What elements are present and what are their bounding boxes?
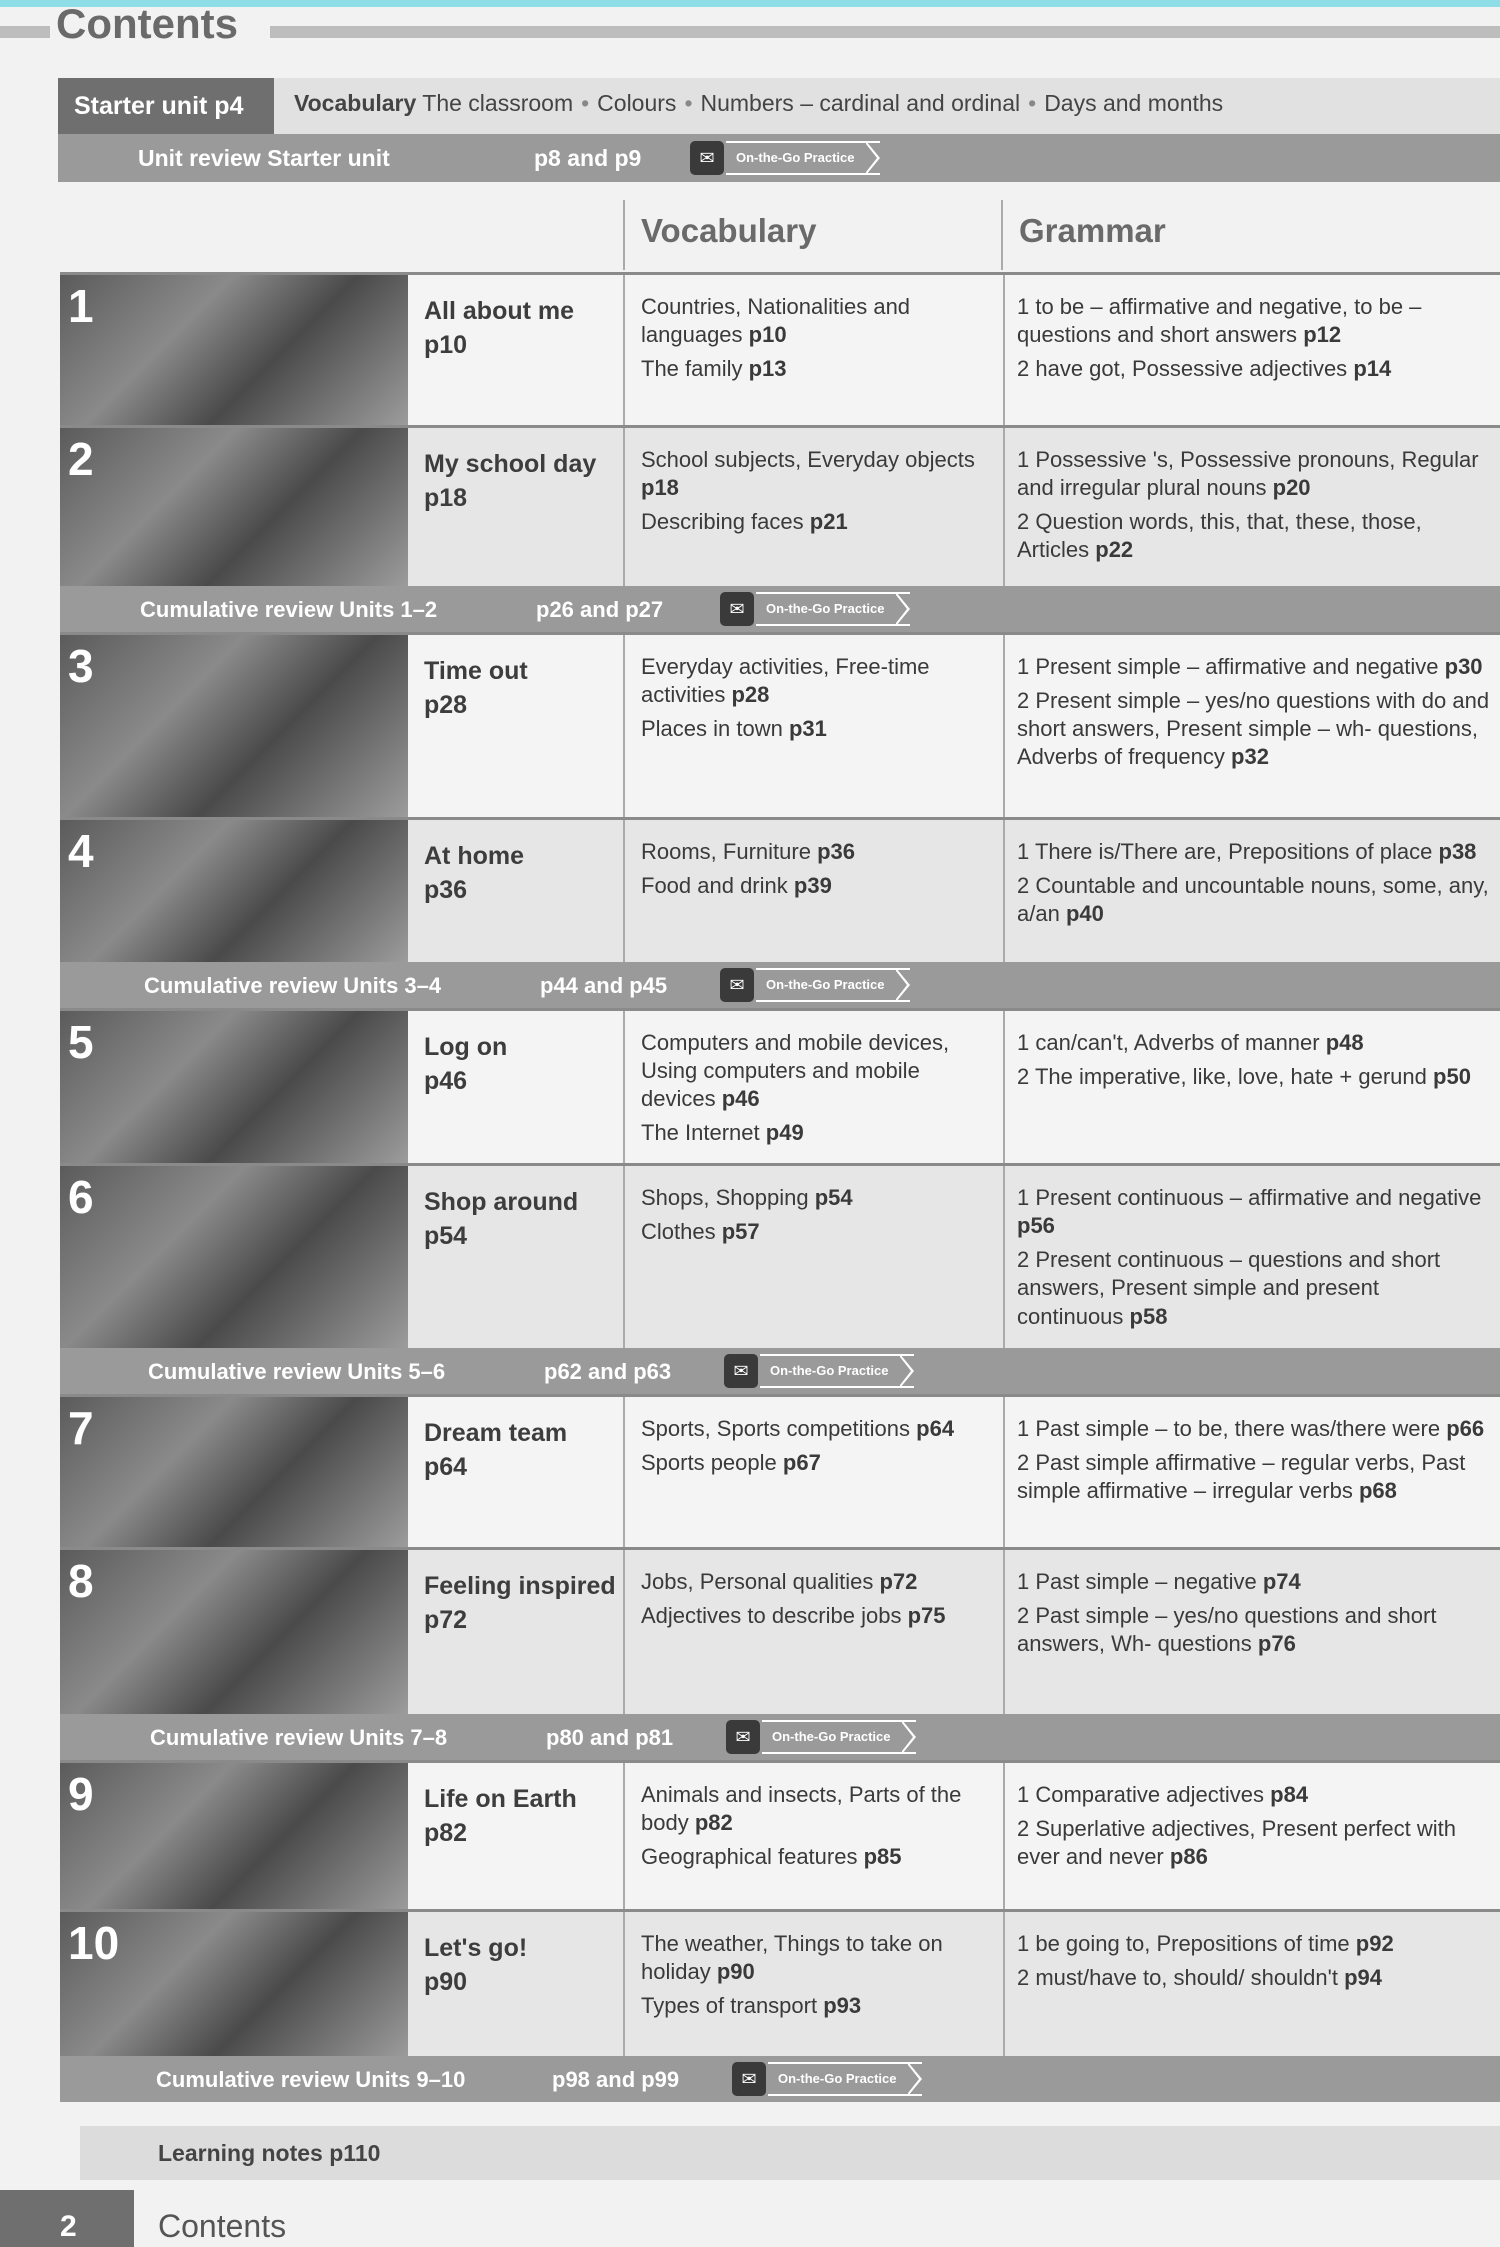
unit-photo — [60, 428, 408, 586]
practice-label: On-the-Go Practice — [762, 1720, 916, 1754]
review-title: Cumulative review Units 5–6 — [148, 1359, 446, 1384]
cumulative-review-row — [60, 1714, 1500, 1760]
unit-photo — [60, 1912, 408, 2058]
unit-photo — [60, 820, 408, 962]
practice-logo-icon: ✉ — [732, 2062, 766, 2096]
unit-vocabulary: Everyday activities, Free-time activities p28 Places in town p31 — [623, 635, 1003, 817]
page-number-tab — [0, 2190, 134, 2247]
learning-notes-label: Learning notes p110 — [158, 2140, 381, 2166]
unit-photo — [60, 635, 408, 817]
review-pages: p80 and p81 — [546, 1725, 674, 1750]
unit-row — [60, 272, 1500, 425]
unit-photo — [60, 1166, 408, 1348]
unit-row — [60, 1760, 1500, 1909]
unit-grammar: 1 Present simple – affirmative and negative p30 2 Present simple – yes/no questions with do and short answers, Present simple – wh- questions, Adverbs of frequency p32 — [1003, 635, 1500, 817]
unit-title[interactable]: Feeling inspired p72 — [424, 1572, 616, 1634]
unit-title[interactable]: My school day p18 — [424, 450, 597, 512]
unit-vocabulary: Shops, Shopping p54 Clothes p57 — [623, 1166, 1003, 1348]
unit-row — [60, 1547, 1500, 1714]
unit-row — [60, 1163, 1500, 1348]
page-footer — [0, 2190, 1500, 2247]
unit-title[interactable]: Log on p46 — [424, 1033, 508, 1095]
unit-number: 8 — [68, 1555, 94, 1607]
unit-vocabulary: The weather, Things to take on holiday p90 Types of transport p93 — [623, 1912, 1003, 2058]
unit-grammar: 1 can/can't, Adverbs of manner p48 2 The imperative, like, love, hate + gerund p50 — [1003, 1011, 1500, 1163]
unit-vocabulary: Sports, Sports competitions p64 Sports people p67 — [623, 1397, 1003, 1547]
cumulative-review-row — [60, 1348, 1500, 1394]
starter-vocab-row — [58, 78, 1500, 134]
unit-row — [60, 1909, 1500, 2058]
unit-vocabulary: Animals and insects, Parts of the body p82 Geographical features p85 — [623, 1763, 1003, 1909]
unit-row — [60, 425, 1500, 586]
starter-vocab-item: Colours — [597, 90, 677, 116]
practice-logo-icon: ✉ — [726, 1720, 760, 1754]
unit-row — [60, 632, 1500, 817]
header-rule-left — [0, 26, 50, 38]
practice-badge[interactable] — [724, 1353, 914, 1389]
unit-number: 6 — [68, 1171, 94, 1223]
unit-title[interactable]: Time out p28 — [424, 657, 528, 719]
unit-grammar: 1 Past simple – to be, there was/there were p66 2 Past simple affirmative – regular verbs, Past simple affirmative – irregular verbs p68 — [1003, 1397, 1500, 1547]
unit-title[interactable]: Dream team p64 — [424, 1419, 568, 1481]
starter-unit-block — [58, 78, 1500, 182]
practice-logo-icon: ✉ — [720, 968, 754, 1002]
footer-title: Contents — [158, 2208, 287, 2244]
page-number: 2 — [60, 2210, 77, 2243]
unit-title[interactable]: At home p36 — [424, 842, 524, 904]
unit-grammar: 1 Present continuous – affirmative and negative p56 2 Present continuous – questions and short answers, Present simple and present continuous p58 — [1003, 1166, 1500, 1348]
unit-grammar: 1 to be – affirmative and negative, to be – questions and short answers p12 2 have got, Possessive adjectives p14 — [1003, 275, 1500, 425]
cumulative-review-row — [60, 2056, 1500, 2102]
review-pages: p26 and p27 — [536, 597, 664, 622]
unit-number: 3 — [68, 640, 94, 692]
cumulative-review-row — [60, 962, 1500, 1008]
unit-grammar: 1 There is/There are, Prepositions of place p38 2 Countable and uncountable nouns, some, any, a/an p40 — [1003, 820, 1500, 962]
unit-number: 5 — [68, 1016, 94, 1068]
unit-vocabulary: School subjects, Everyday objects p18 Describing faces p21 — [623, 428, 1003, 586]
unit-grammar: 1 be going to, Prepositions of time p92 2 must/have to, should/ shouldn't p94 — [1003, 1912, 1500, 2058]
review-pages: p98 and p99 — [552, 2067, 680, 2092]
unit-number: 9 — [68, 1768, 94, 1820]
practice-label: On-the-Go Practice — [756, 592, 910, 626]
unit-title[interactable]: Shop around p54 — [424, 1188, 579, 1250]
review-title: Cumulative review Units 1–2 — [140, 597, 438, 622]
review-pages: p44 and p45 — [540, 973, 668, 998]
unit-grammar: 1 Past simple – negative p74 2 Past simple – yes/no questions and short answers, Wh- questions p76 — [1003, 1550, 1500, 1714]
unit-photo — [60, 1397, 408, 1547]
unit-photo — [60, 1763, 408, 1909]
practice-logo-icon: ✉ — [724, 1354, 758, 1388]
starter-vocab-item: Days and months — [1044, 90, 1224, 116]
unit-photo — [60, 1011, 408, 1163]
practice-label: On-the-Go Practice — [756, 968, 910, 1002]
unit-title[interactable]: Let's go! p90 — [424, 1934, 528, 1996]
unit-grammar: 1 Comparative adjectives p84 2 Superlative adjectives, Present perfect with ever and never p86 — [1003, 1763, 1500, 1909]
practice-badge[interactable] — [720, 967, 910, 1003]
unit-grammar: 1 Possessive 's, Possessive pronouns, Regular and irregular plural nouns p20 2 Question words, this, that, these, those, Articles p22 — [1003, 428, 1500, 586]
starter-vocab-list: Vocabulary The classroom • Colours • Numbers – cardinal and ordinal • Days and months — [294, 90, 1224, 116]
starter-review-row — [58, 134, 1500, 182]
unit-number: 7 — [68, 1402, 94, 1454]
unit-title[interactable]: All about me p10 — [424, 297, 575, 359]
practice-badge[interactable] — [720, 591, 910, 627]
cumulative-review-row — [60, 586, 1500, 632]
header-rule-right — [270, 26, 1500, 38]
practice-badge[interactable] — [732, 2061, 922, 2097]
unit-vocabulary: Jobs, Personal qualities p72 Adjectives to describe jobs p75 — [623, 1550, 1003, 1714]
practice-logo-icon: ✉ — [690, 141, 724, 175]
starter-review-title: Unit review Starter unit — [138, 145, 390, 171]
starter-unit-label: Starter unit p4 — [58, 78, 274, 134]
unit-vocabulary: Rooms, Furniture p36 Food and drink p39 — [623, 820, 1003, 962]
unit-number: 2 — [68, 433, 94, 485]
practice-label: On-the-Go Practice — [760, 1354, 914, 1388]
unit-vocabulary: Countries, Nationalities and languages p10 The family p13 — [623, 275, 1003, 425]
practice-badge[interactable] — [726, 1719, 916, 1755]
review-title: Cumulative review Units 7–8 — [150, 1725, 448, 1750]
unit-title[interactable]: Life on Earth p82 — [424, 1785, 577, 1847]
starter-vocab-item: The classroom — [422, 90, 574, 116]
page-header — [0, 0, 1500, 48]
unit-number: 1 — [68, 280, 94, 332]
unit-number: 4 — [68, 825, 94, 877]
review-title: Cumulative review Units 3–4 — [144, 973, 442, 998]
practice-label: On-the-Go Practice — [768, 2062, 922, 2096]
unit-row — [60, 1394, 1500, 1547]
practice-logo-icon: ✉ — [720, 592, 754, 626]
practice-badge[interactable] — [690, 140, 880, 176]
column-headings — [60, 200, 1500, 270]
unit-vocabulary: Computers and mobile devices, Using computers and mobile devices p46 The Internet p49 — [623, 1011, 1003, 1163]
review-pages: p62 and p63 — [544, 1359, 672, 1384]
unit-row — [60, 1008, 1500, 1163]
learning-notes-row[interactable] — [80, 2126, 1500, 2180]
unit-number: 10 — [68, 1917, 120, 1969]
starter-vocab-heading: Vocabulary — [294, 90, 417, 116]
page-title: Contents — [56, 0, 238, 47]
grammar-column-heading: Grammar — [1001, 200, 1500, 270]
practice-label: On-the-Go Practice — [726, 141, 880, 175]
unit-photo — [60, 1550, 408, 1714]
starter-review-pages: p8 and p9 — [534, 145, 642, 171]
unit-photo — [60, 275, 408, 425]
review-title: Cumulative review Units 9–10 — [156, 2067, 466, 2092]
unit-row — [60, 817, 1500, 962]
vocabulary-column-heading: Vocabulary — [623, 200, 1005, 270]
starter-vocab-item: Numbers – cardinal and ordinal — [700, 90, 1021, 116]
